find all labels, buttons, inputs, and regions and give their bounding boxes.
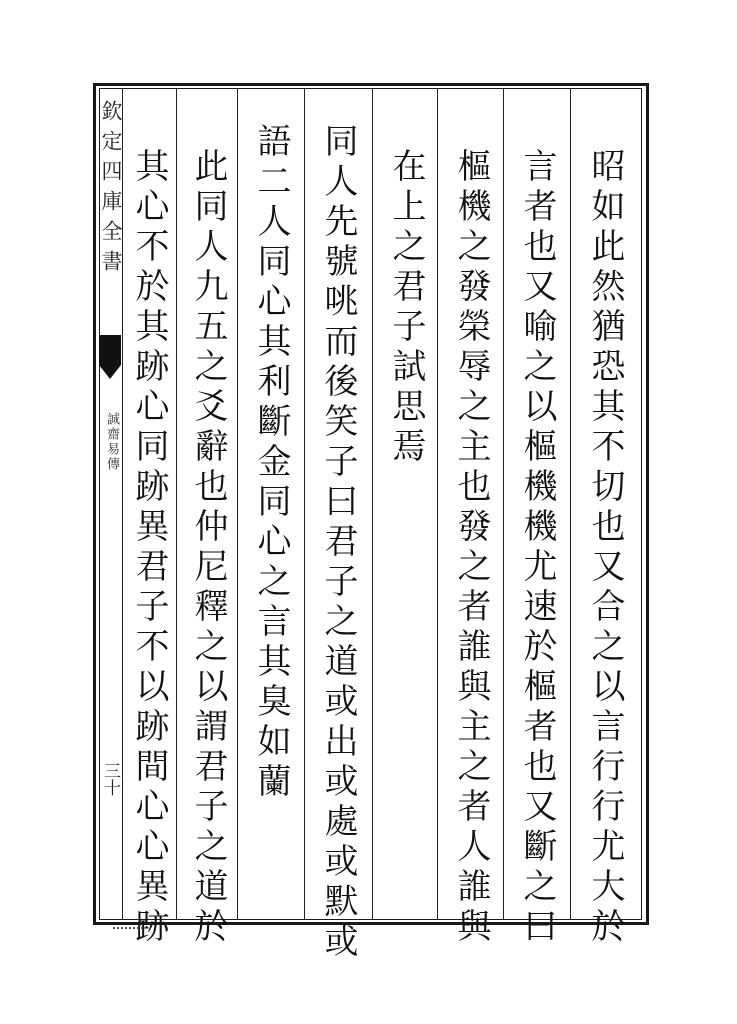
fish-tail-mark	[99, 335, 121, 365]
bottom-print-mark	[113, 927, 143, 933]
column-divider	[372, 88, 373, 920]
column-divider	[503, 88, 504, 920]
text-column-3: 樞機之發榮辱之主也發之者誰與主之者人誰與	[451, 148, 491, 948]
text-column-1: 昭如此然猶恐其不切也又合之以言行行尤大於	[585, 148, 625, 948]
text-column-8: 其心不於其跡心同跡異君子不以跡間心心異跡	[129, 148, 169, 948]
column-divider	[570, 88, 571, 920]
text-column-7: 此同人九五之爻辭也仲尼釋之以謂君子之道於	[188, 148, 228, 948]
page-number: 三十	[100, 762, 120, 796]
collection-title: 欽定四庫全書	[99, 100, 123, 280]
column-divider	[176, 88, 177, 920]
column-divider	[437, 88, 438, 920]
text-column-6: 語二人同心其利斷金同心之言其臭如蘭	[251, 123, 291, 803]
book-title: 誠齋易傳	[104, 412, 119, 472]
text-column-5: 同人先號咷而後笑子曰君子之道或出或處或默或	[318, 123, 358, 963]
column-divider	[304, 88, 305, 920]
text-column-4: 在上之君子試思焉	[386, 148, 426, 468]
inner-border	[99, 88, 642, 920]
text-column-2: 言者也又喻之以樞機機尤速於樞者也又斷之曰	[517, 148, 557, 948]
column-divider	[237, 88, 238, 920]
